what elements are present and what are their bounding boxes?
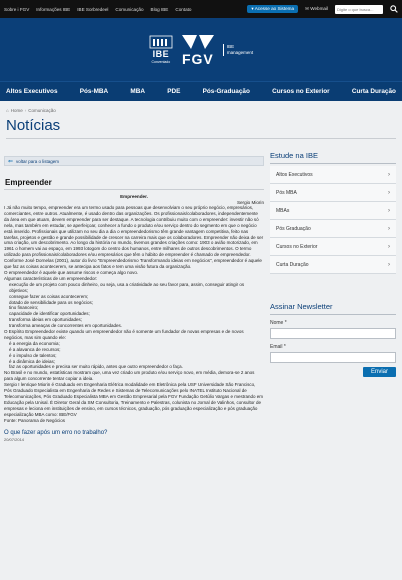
article-paragraph: O Espírito Empreendedor existe quando um empreendedor não é somente um fundador de novas empresas e de novos negócios, mas sim quando ele: [4, 329, 244, 340]
sidebar-item-mbas[interactable] [270, 202, 396, 220]
sidebar-menu [270, 166, 396, 274]
nav-mba[interactable]: MBA [130, 88, 145, 95]
sidebar-divider [270, 163, 396, 164]
article-heading: Empreender. [120, 194, 148, 199]
top-link-sobre[interactable]: Sobre i FGV [4, 6, 30, 12]
access-system-label: Acesse ao Sistema [254, 6, 295, 11]
article-author: Sergio Miorin [236, 200, 264, 205]
header-banner [0, 18, 402, 81]
nav-pde[interactable]: PDE [167, 88, 181, 95]
newsletter-heading: Assinar Newsletter [270, 302, 333, 311]
sidebar-item-label: Pós Graduação [276, 225, 311, 232]
sidebar-item-cursos-exterior[interactable] [270, 238, 396, 256]
mail-icon: ✉ [305, 6, 311, 11]
article-paragraph: No Brasil e no mundo, estatísticas mostram que, uma vez criado um produto e/ou serviço novo, em média, demora-se 2 anos para algum concorrente tentar copiar a ideia. [4, 370, 255, 382]
fgv-wordmark: FGV [181, 50, 214, 67]
top-link-blog[interactable]: Blog IBE [150, 6, 169, 12]
next-article-date: 20/07/2014 [4, 436, 25, 442]
chevron-right-icon: › [388, 225, 390, 232]
ibe-logo[interactable] [149, 35, 173, 64]
chevron-right-icon: › [388, 243, 390, 250]
sidebar-item-label: MBAs [276, 207, 290, 214]
back-to-list-link[interactable] [4, 156, 264, 166]
email-field[interactable] [270, 352, 396, 363]
article-divider [4, 189, 264, 190]
sidebar-item-label: Altos Executivos [276, 171, 313, 178]
submit-button[interactable]: Enviar [363, 367, 396, 377]
list-item: é a dinâmica de ideias; [9, 358, 56, 364]
arrow-left-icon: ⇐ [8, 158, 14, 165]
top-bar [0, 0, 402, 18]
fgv-emblem-icon [181, 33, 215, 51]
article-paragraph: Algumas características de um empreendedor: [4, 275, 98, 281]
breadcrumb [0, 101, 402, 113]
article-source: Fonte: Panorama de Negócios [4, 417, 66, 423]
nav-pos-mba[interactable]: Pós-MBA [79, 88, 109, 95]
page-title: Notícias [6, 117, 61, 134]
article-column [4, 156, 264, 442]
top-link-contato[interactable]: Contato [175, 6, 192, 12]
sidebar-item-curta-duracao[interactable] [270, 256, 396, 274]
article-paragraph: I Já não muito tempo, empreender era um termo usado para pessoas que desenvolviam o seu próprio negócio, empresários, comerciantes, entre outros. Atualmente, é usado dentro das organizações. Os profissionais/colaboradores, independentemente da área em que atuam, devem empreender para ser destaque. A tecnologia contribuiu muito com o empreender: investir não só nela, mas também em estudar, se aperfeiçoar, conhecer a fundo o produto e/ou serviço dentro do segmento em que o negócio está inserido. Profissionais que utilizam no seu dia a dia o empreendedorismo têm grande vantagem competitiva, feito nas tarefas, projetos e gestão e grande possibilidade de crescer na carreira mais que os colaboradores. Empreender não deixa de ser uma criação, um descobrimento. Ao longo da história no mundo, tivemos grandes criações como: 1903 o avião motorizado, em 1961 o homem vai ao espaço, em 1993 lotogom do centro dos humanos, entre milhares de outros descobrimentos. O termo utilizado para profissionais/colaboradores e/ou empresários que têm o hábito de empreender é chamado de empreendedor. [4, 205, 264, 258]
list-item: transforma ameaças de concorrentes em oportunidades. [9, 323, 123, 329]
breadcrumb-home[interactable]: Home [10, 108, 23, 113]
article-paragraph: O empreendedor é aquele que assume riscos e começa algo novo. [4, 269, 139, 275]
next-article-link[interactable]: O que fazer após um erro no trabalho? [4, 429, 108, 436]
ibe-management-line-2: management [226, 49, 254, 55]
chevron-right-icon: › [388, 189, 390, 196]
list-item: é a energia da economia; [9, 340, 60, 346]
name-field[interactable] [270, 328, 396, 339]
sidebar-item-label: Curta Duração [276, 261, 309, 268]
breadcrumb-separator: › [24, 108, 27, 113]
list-item: é o impulso de talentos; [9, 352, 57, 358]
list-item: transforma ideias em oportunidades; [9, 317, 83, 323]
list-item: dotado de sensibilidade para os negócios; [9, 299, 94, 305]
access-system-button[interactable] [247, 5, 298, 13]
chevron-right-icon: › [388, 261, 390, 268]
sidebar-item-label: Pós MBA [276, 189, 297, 196]
chevron-right-icon: › [388, 207, 390, 214]
list-item: faz as oportunidades e precisa ser muito rápido, antes que outro empreendedor o faça. [9, 364, 183, 370]
name-label: Nome * [270, 320, 287, 326]
nav-altos-executivos[interactable]: Altos Executivos [6, 88, 58, 95]
sidebar [270, 151, 396, 377]
home-icon[interactable]: ⌂ [6, 108, 9, 113]
ibe-management-line-1: IBE [226, 43, 235, 49]
newsletter-form [270, 302, 396, 377]
nav-cursos-exterior[interactable]: Cursos no Exterior [272, 88, 330, 95]
title-divider [6, 138, 396, 139]
ibe-management-mark [223, 44, 253, 56]
breadcrumb-current[interactable]: Comunicação [28, 108, 56, 113]
fgv-logo[interactable] [181, 33, 215, 67]
article-paragraph: Sergio I lenrique Miorin é Graduado em Engenharia Elétrica modalidade em Eletrônica pela USF Universidade São Francisco, Pós Graduado Especialista em Engenharia de Redes e Sistemas de Telecomunicações pelo INATEL Instituto Nacional de Telecomunicações, Pós Graduado Especialista MBA em Gestão Empresarial pela FGV Fundação Getúlio Vargas e mestrando em Educação pela Unisal. É Diretor Geral da SM Consultoria, Treinamento e Palestras, colunista no Jornal de Valinhos, consultor de empresas e leciona em instituições de ensino, em cursos técnicos, graduação, pós graduação especialização e pós graduação especialização MBA como: IBE/FGV [4, 382, 264, 417]
ibe-subtitle: Conveniado [151, 60, 171, 64]
nav-curta-duracao[interactable]: Curta Duração [351, 88, 396, 95]
search-icon[interactable] [390, 5, 398, 13]
list-item: capacidade de identificar oportunidades; [9, 311, 90, 317]
sidebar-item-pos-graduacao[interactable] [270, 220, 396, 238]
ibe-wordmark: IBE [152, 49, 170, 59]
search-input[interactable]: Digite o que busca... [335, 5, 383, 14]
list-item: é a alavanca de recursos; [9, 346, 61, 352]
list-item: execução de um projeto com pouco dinheiro, ou seja, usa a criatividade ao seu favor para, assim, conseguir atingir os objetivos; [9, 281, 245, 293]
top-link-sorbredeel[interactable]: IBE Sorbredeel [77, 6, 109, 12]
article-body [4, 205, 264, 424]
top-link-comunicacao[interactable]: Comunicação [115, 6, 144, 12]
main-nav [0, 81, 402, 101]
webmail-link[interactable] [305, 6, 328, 12]
email-label: Email * [270, 344, 286, 350]
chevron-down-icon: ▾ [251, 6, 255, 11]
newsletter-divider [270, 314, 396, 315]
sidebar-item-altos-executivos[interactable] [270, 166, 396, 184]
top-link-informacoes[interactable]: Informações IBE [36, 6, 71, 12]
article-title: Empreender [5, 178, 52, 187]
list-item: consegue fazer as coisas acontecerem; [9, 293, 89, 299]
submit-row [270, 367, 396, 377]
article-paragraph: Conforme José Dornelas (2001), autor do livro "Empreendedorismo Transformando ideias em negócios", empreendedor é aquele que faz as coisas acontecerem, se antecipa aos fatos e tem uma visão futura da organização. [4, 258, 262, 270]
ibe-emblem-icon [149, 35, 173, 49]
sidebar-item-pos-mba[interactable] [270, 184, 396, 202]
webmail-label: Webmail [310, 6, 328, 11]
back-label: voltar para o listagem [16, 158, 60, 164]
sidebar-item-label: Cursos no Exterior [276, 243, 318, 250]
chevron-right-icon: › [388, 171, 390, 178]
list-item: tino financeiro; [9, 305, 39, 311]
nav-pos-graduacao[interactable]: Pós-Graduação [202, 88, 250, 95]
sidebar-heading: Estude na IBE [270, 151, 318, 160]
